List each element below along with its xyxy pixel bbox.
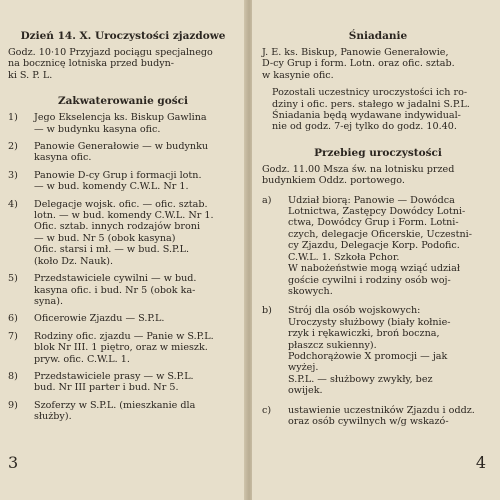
page-number-right: 4 bbox=[475, 453, 486, 472]
list-item-text: ustawienie uczestników Zjazdu i oddz. oraz osób cywilnych w/g wskazó- bbox=[288, 404, 475, 427]
list-item bbox=[8, 313, 238, 324]
list-item-number: 6) bbox=[8, 313, 18, 325]
list-item-text: Panowie Generałowie — w budynku kasyna ofic. bbox=[34, 141, 209, 164]
list-item bbox=[8, 400, 238, 423]
list-item-text: Udział biorą: Panowie — Dowódca Lotnictwa, Zastępcy Dowódcy Lotni- ctwa, Dowódcy Grup i Form. Lotni- czych, delegacje Oficerskie, Uczestni- cy Zjazdu, Delegacje Korp. Podofic. C.W.L. 1. Szkoła Pchor. W nabożeństwie mogą wziąć udział goście cywilni i rodziny osób woj- skowych. bbox=[288, 194, 472, 297]
list-item-number: 2) bbox=[8, 141, 18, 153]
list-item-number: 4) bbox=[8, 198, 18, 210]
list-item-text: Panowie D-cy Grup i formacji lotn. — w bud. komendy C.W.L. Nr 1. bbox=[34, 169, 202, 193]
list-item-text: Jego Ekselencja ks. Biskup Gawlina — w budynku kasyna ofic. bbox=[34, 112, 207, 135]
list-item-number: 8) bbox=[8, 370, 18, 382]
list-item-text: Szoferzy w S.P.L. (mieszkanie dla służby). bbox=[34, 399, 196, 423]
ceremony-intro: Godz. 11.00 Msza św. na lotnisku przed budynkiem Oddz. portowego. bbox=[262, 163, 455, 187]
breakfast-heading: Śniadanie bbox=[348, 30, 408, 42]
list-item bbox=[8, 273, 238, 307]
list-item-text: Strój dla osób wojskowych: Uroczysty służbowy (biały kołnie- rzyk i rękawiczki, broń boczna, płaszcz sukienny). Podchorążowie X promocji — jak wyżej. S.P.L. — służbowy zwykły, bez owijek. bbox=[288, 305, 451, 397]
breakfast-paragraph-1: J. E. ks. Biskup, Panowie Generałowie, D-cy Grup i form. Lotn. oraz ofic. sztab. w kasynie ofic. bbox=[262, 47, 455, 81]
list-item-number: 5) bbox=[8, 273, 18, 285]
list-item-text: Przedstawiciele cywilni — w bud. kasyna ofic. i bud. Nr 5 (obok ka- syna). bbox=[34, 273, 197, 307]
list-item-text: Delegacje wojsk. ofic. — ofic. sztab. lotn. — w bud. komendy C.W.L. Nr 1. Ofic. sztab. innych rodzajów broni — w bud. Nr 5 (obok kasyna) Ofic. starsi i mł. — w bud. S.P.L. (koło Dz. Nauk). bbox=[34, 198, 214, 267]
accommodation-heading: Zakwaterowanie gości bbox=[57, 95, 189, 108]
page-number-left: 3 bbox=[8, 453, 19, 472]
right-page bbox=[252, 0, 500, 500]
list-item-text: Przedstawiciele prasy — w S.P.L. bud. Nr III parter i bud. Nr 5. bbox=[34, 370, 194, 394]
left-page bbox=[0, 0, 246, 500]
list-item-number: b) bbox=[262, 305, 272, 317]
list-item bbox=[262, 405, 494, 428]
list-item-number: 3) bbox=[8, 169, 18, 181]
list-item-number: 1) bbox=[8, 112, 18, 124]
list-item-text: Rodziny ofic. zjazdu — Panie w S.P.L. blok Nr III. 1 piętro, oraz w mieszk. pryw. ofic. C.W.L. 1. bbox=[34, 330, 214, 365]
list-item bbox=[8, 371, 238, 394]
intro-text: Godz. 10·10 Przyjazd pociągu specjalnego na bocznicę lotniska przed budyn- ki S. P. L. bbox=[8, 47, 213, 81]
list-item bbox=[8, 199, 238, 267]
list-item bbox=[262, 195, 494, 298]
list-item-number: a) bbox=[262, 194, 272, 206]
list-item bbox=[8, 112, 238, 135]
intro-heading: Dzień 14. X. Uroczystości zjazdowe bbox=[20, 30, 226, 42]
list-item bbox=[8, 331, 238, 365]
ceremony-heading: Przebieg uroczystości bbox=[314, 146, 442, 159]
list-item bbox=[8, 141, 238, 164]
list-item-number: 7) bbox=[8, 330, 18, 342]
list-item-number: 9) bbox=[8, 399, 18, 411]
breakfast-paragraph-2: Pozostali uczestnicy uroczystości ich ro- dziny i ofic. pers. stałego w jadalni S.P.L. Śniadania będą wydawane indywidual- nie od godz. 7-ej tylko do godz. 10.40. bbox=[272, 87, 470, 133]
list-item-text: Oficerowie Zjazdu — S.P.L. bbox=[34, 313, 165, 325]
list-item bbox=[8, 170, 238, 193]
list-item bbox=[262, 305, 494, 396]
list-item-number: c) bbox=[262, 404, 272, 416]
